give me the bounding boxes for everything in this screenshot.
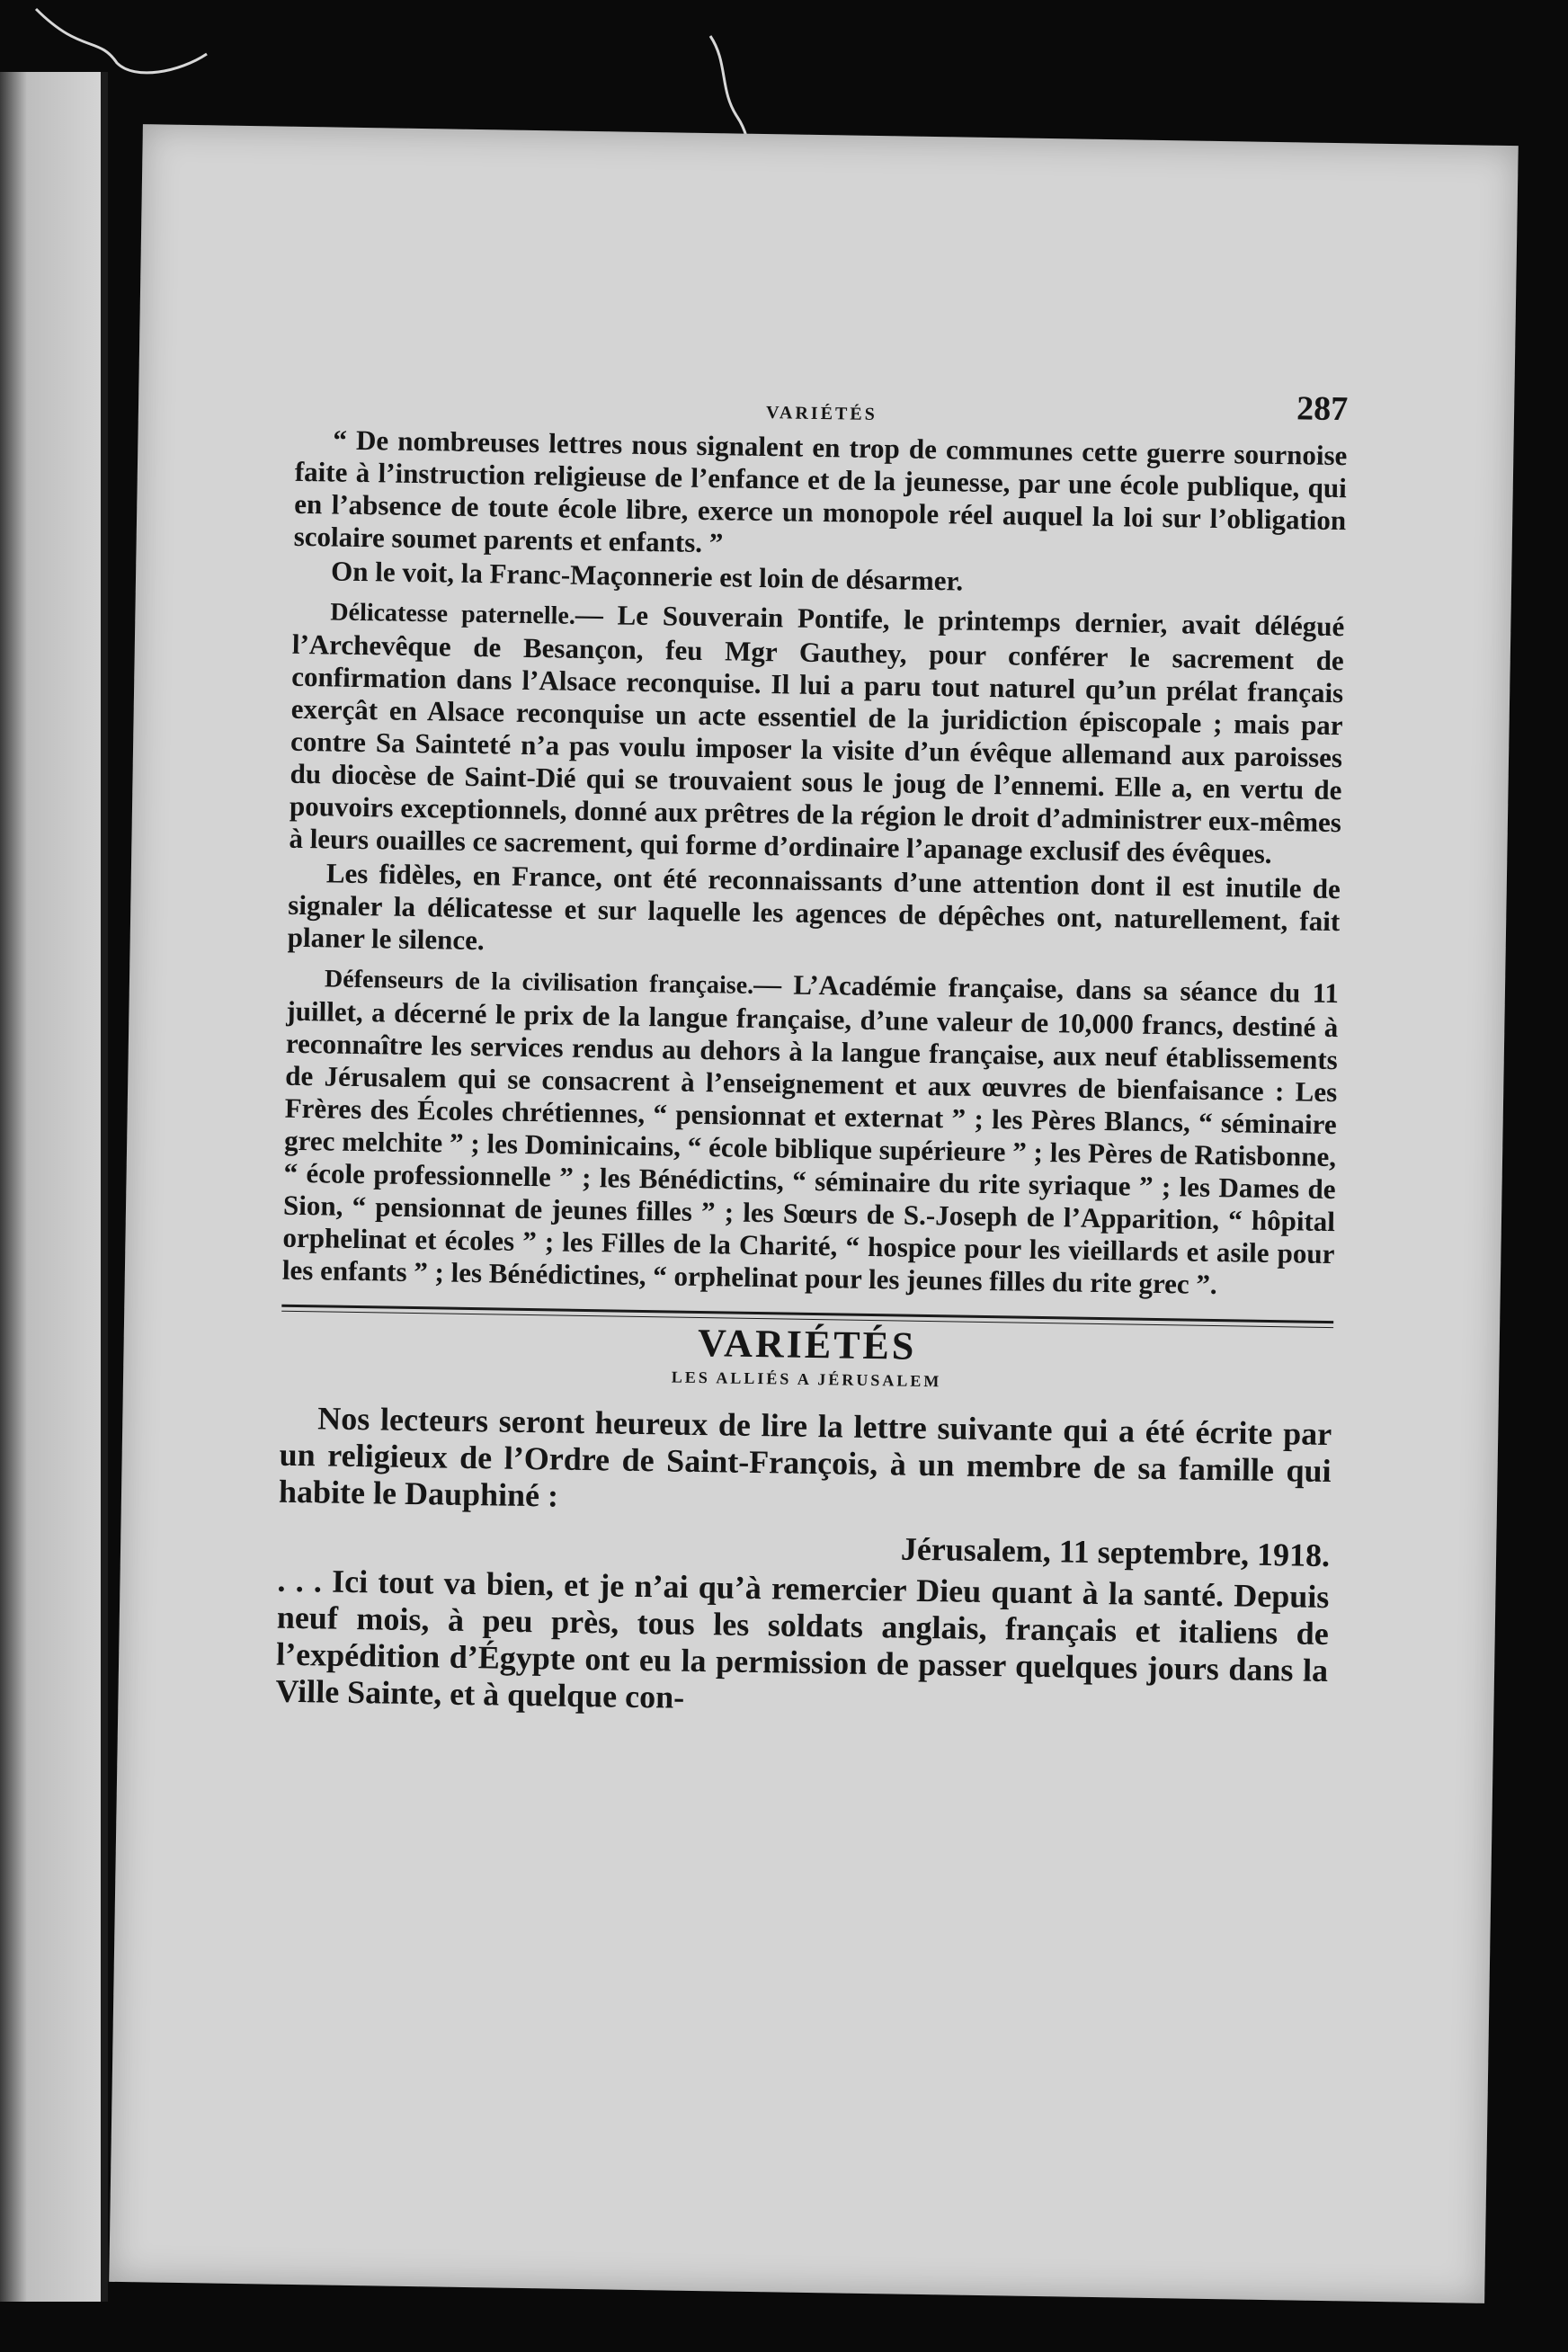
paragraph-fideles: Les fidèles, en France, ont été reconnaissants d’une attention dont il est inutile de signaler la délicatesse et sur laquelle les agences de dépêches ont, naturellement, fait planer le silence.	[287, 857, 1341, 957]
scanned-page	[109, 124, 1519, 2303]
section-intro: Nos lecteurs seront heureux de lire la lettre suivante qui a été écrite par un religieux de l’Ordre de Saint-François, à un membre de sa famille qui habite le Dauphiné :	[278, 1400, 1332, 1514]
paragraph-lead: Défenseurs de la civilisation française.	[324, 965, 754, 1000]
page-text	[275, 370, 1348, 1728]
page-number: 287	[1296, 389, 1349, 429]
paragraph-defenseurs	[282, 961, 1340, 1303]
paragraph-body: — Le Souverain Pontife, le printemps dernier, avait délégué l’Archevêque de Besançon, feu Mgr Gauthey, pour conférer le sacrement de confirmation dans l’Alsace reconquise. Il lui a paru tout naturel qu’un prélat français exerçât en Alsace reconquise un acte essentiel de la juridiction épiscopale ; mais par contre Sa Sainteté n’a pas voulu imposer la visite d’un évêque allemand aux paroisses du diocèse de Saint-Dié qui se trouvaient sous le joug de l’ennemi. Elle a, en vertu de pouvoirs exceptionnels, donné aux prêtres de la région le droit d’administrer eux-mêmes à leurs ouailles ce sacrement, qui forme d’ordinaire l’apanage exclusif des évêques.	[289, 598, 1345, 869]
letter-dateline: Jérusalem, 11 septembre, 1918.	[900, 1530, 1331, 1574]
section-subheading: LES ALLIÉS A JÉRUSALEM	[671, 1368, 942, 1391]
paragraph-lead: Délicatesse paternelle.	[330, 598, 576, 630]
paragraph-quote: “ De nombreuses lettres nous signalent en trop de communes cette guerre sournoise faite à l’instruction religieuse de l’enfance et de la jeunesse, par une école publique, qui en l’absence de toute école libre, exerce un monopole réel auquel la loi sur l’obligation scolaire soumet parents et enfants. ”	[293, 423, 1348, 559]
running-title: VARIÉTÉS	[765, 403, 878, 425]
section-heading: VARIÉTÉS	[697, 1320, 917, 1368]
paragraph-body: — L’Académie française, dans sa séance du 11 juillet, a décerné le prix de la langue française, d’une valeur de 10,000 francs, destiné à reconnaître les services rendus au dehors à la langue française, aux neuf établissements de Jérusalem qui se consacrent à l’enseignement et aux œuvres de bienfaisance : Les Frères des Écoles chrétiennes, “ pensionnat et externat ” ; les Pères Blancs, “ séminaire grec melchite ” ; les Dominicains, “ école biblique supérieure ” ; les Pères de Ratisbonne, “ école professionnelle ” ; les Bénédictins, “ séminaire du rite syriaque ” ; les Dames de Sion, “ pensionnat de jeunes filles ” ; les Sœurs de S.-Joseph de l’Apparition, “ hôpital orphelinat et écoles ” ; les Filles de la Charité, “ hospice pour les vieillards et asile pour les enfants ” ; les Bénédictines, “ orphelinat pour les jeunes filles du rite grec ”.	[281, 967, 1340, 1301]
paragraph-franc-maconnerie: On le voit, la Franc-Maçonnerie est loin de désarmer.	[330, 555, 964, 597]
paragraph-delicatesse	[289, 594, 1344, 871]
previous-page-edge	[0, 72, 108, 2302]
letter-body: . . . Ici tout va bien, et je n’ai qu’à remercier Dieu quant à la santé. Depuis neuf mois, à peu près, tous les soldats anglais, français et italiens de l’expédition d’Égypte ont eu la permission de passer quelques jours dans la Ville Sainte, et à quelque con-	[275, 1562, 1330, 1715]
